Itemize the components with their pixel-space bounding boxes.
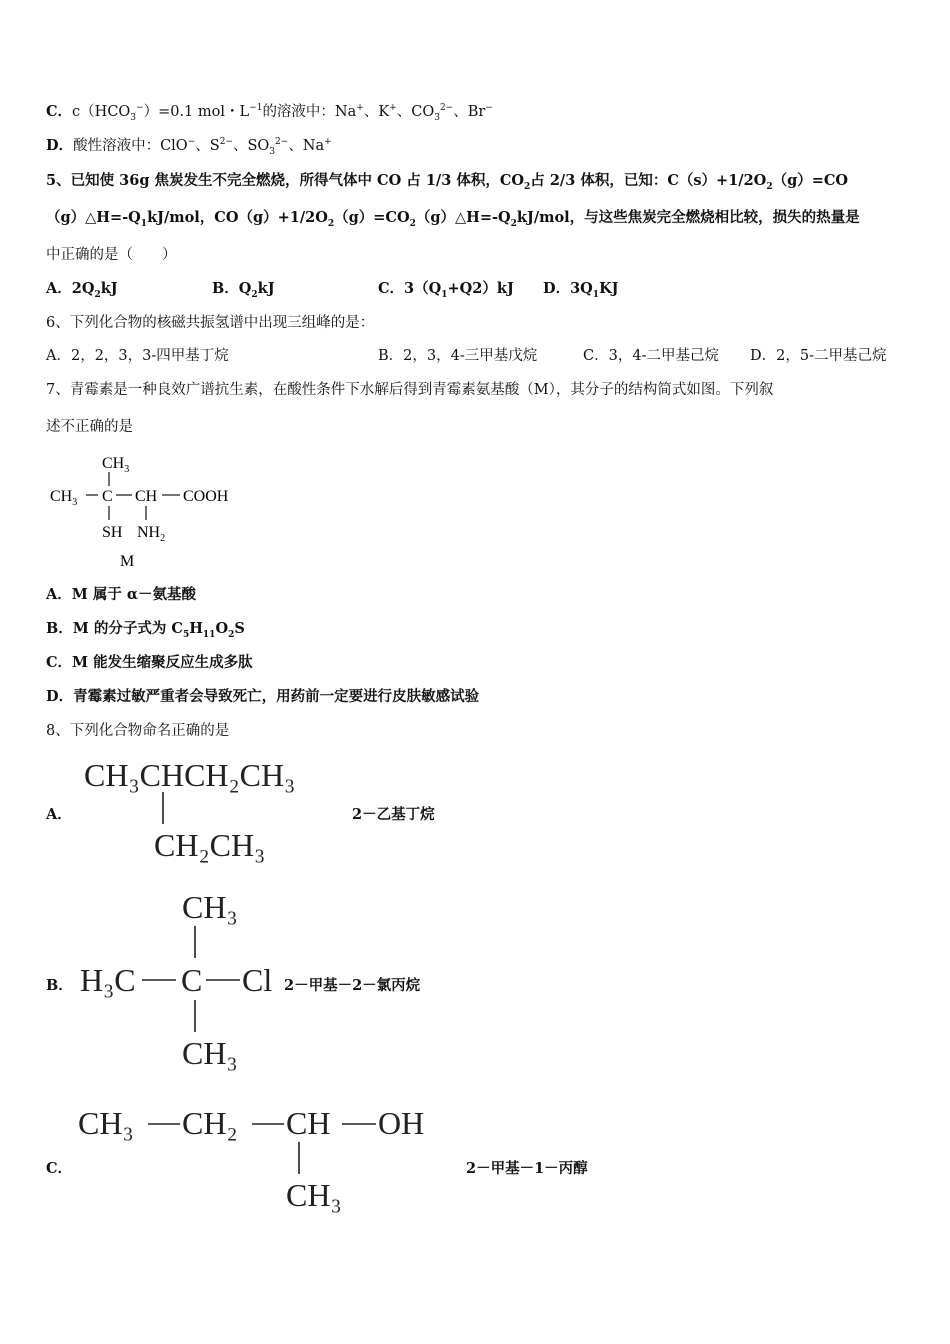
q5-option-b: B．$Q_2kJ$ (212, 280, 275, 300)
c-branch: CH₃ (286, 1177, 342, 1213)
a-branch: CH₂CH₃ (154, 827, 266, 863)
q5-stem-line1: 5、已知使 36g 焦炭发生不完全燃烧，所得气体中 CO 占 1/3 体积，$CO_2$占 2/3 体积，已知：$C(s)+1/2O_2(g)=CO$ (46, 172, 849, 192)
q8-option-c-name: 2－甲基－1－丙醇 (466, 1160, 588, 1177)
q8-option-b-name: 2－甲基－2－氯丙烷 (284, 977, 421, 994)
q8-option-a-structure (80, 752, 350, 868)
q7-stem-line2: 述不正确的是 (46, 419, 133, 435)
q5-stem-line2: $(g)\triangle H=-Q_1kJ$/mol，$CO(g)+1/2O_2(g)=CO_2(g)\triangle H=-Q_2kJ$/mol，与这些焦炭完全燃烧相比较，损失的热量是 (46, 209, 860, 229)
mol-c: C (102, 488, 113, 505)
q6-stem: 6、下列化合物的核磁共振氢谱中出现三组峰的是： (46, 315, 375, 331)
q8-option-c-structure (76, 1094, 446, 1218)
q6-option-a: A．2，2，3，3-四甲基丁烷 (46, 348, 229, 364)
c-ch3: CH₃ (78, 1105, 134, 1141)
b-ch3-top: CH₃ (182, 889, 238, 925)
mol-ch: CH (135, 488, 158, 505)
b-c: C (181, 962, 203, 998)
q5-stem-line3: 中正确的是（ ） (46, 247, 177, 263)
b-ch3-bottom: CH₃ (182, 1035, 238, 1071)
q4-option-d: D．酸性溶液中：ClO−、$S^{2-}$、$SO_3^{2-}$、Na+ (46, 137, 332, 157)
q7-option-b: B．M 的分子式为 $C_5H_{11}O_2S$ (46, 620, 245, 640)
q8-option-a-name: 2－乙基丁烷 (352, 806, 435, 823)
q7-stem-line1: 7、青霉素是一种良效广谱抗生素，在酸性条件下水解后得到青霉素氨基酸（M），其分子的结构简式如图。下列叙 (46, 382, 774, 398)
q7-option-c: C．M 能发生缩聚反应生成多肽 (46, 654, 253, 671)
mol-nh2: $NH_2$ (137, 524, 166, 544)
q8-option-b-structure (78, 888, 282, 1072)
q8-option-c-label: C． (46, 1160, 73, 1177)
c-oh: OH (378, 1105, 425, 1141)
mol-ch3-left: $CH_3$ (50, 488, 78, 508)
c-ch: CH (286, 1105, 331, 1141)
mol-cooh: COOH (183, 488, 229, 505)
q5-option-c: C．$3(Q_1+Q2)kJ$ (378, 280, 514, 300)
mol-ch3-top: $CH_3$ (102, 455, 130, 475)
q7-option-d: D．青霉素过敏严重者会导致死亡，用药前一定要进行皮肤敏感试验 (46, 688, 480, 705)
q5-option-a: A．$2Q_2kJ$ (46, 280, 118, 300)
q6-option-b: B．2，3，4-三甲基戊烷 (378, 348, 538, 364)
q5-option-d: D．$3Q_1KJ$ (543, 280, 619, 300)
c-ch2: CH₂ (182, 1105, 238, 1141)
mol-caption: M (120, 553, 135, 570)
q8-stem: 8、下列化合物命名正确的是 (46, 723, 230, 739)
q8-option-b-label: B． (46, 977, 73, 994)
q6-option-c: C．3，4-二甲基己烷 (583, 348, 719, 364)
q7-molecule-m (46, 448, 256, 572)
q6-option-d: D．2，5-二甲基己烷 (750, 348, 887, 364)
q7-option-a: A．M 属于 α－氨基酸 (46, 586, 197, 603)
b-h3c: H₃C (80, 962, 136, 998)
b-cl: Cl (242, 962, 273, 998)
a-main-chain: CH₃CHCH₂CH₃ (84, 757, 296, 793)
mol-sh: SH (102, 524, 123, 541)
q8-option-a-label: A． (46, 806, 72, 823)
q4-option-c: C．$c(HCO_3^-)=0.1$ mol・$L^{-1}$的溶液中：Na+、K+、$CO_3^{2-}$、Br− (46, 103, 493, 123)
